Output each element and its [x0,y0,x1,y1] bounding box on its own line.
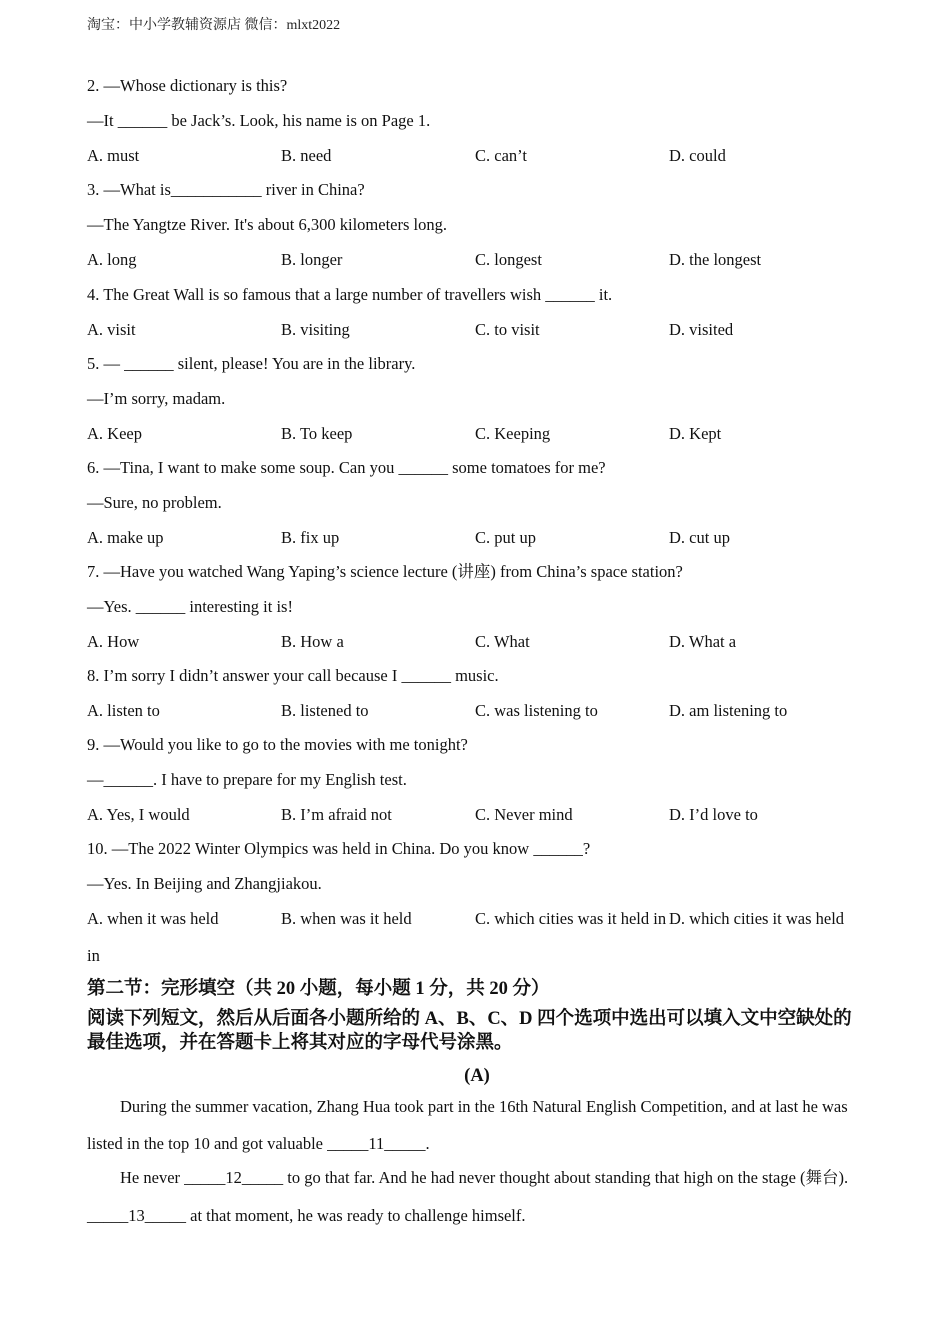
question-9-line-2: —______. I have to prepare for my English test. [87,770,407,789]
passage-line-2 [87,1134,430,1154]
passage-line-1: During the summer vacation, Zhang Hua took part in the 16th Natural English Competition, and at last he was [120,1097,848,1116]
question-5-line-2: —I’m sorry, madam. [87,389,226,408]
option-b: B. longer [281,250,343,269]
option-a: A. How [87,632,140,651]
page-header: 淘宝：中小学教辅资源店 微信：mlxt2022 [87,18,341,33]
blank-11: _____11_____ [327,1134,426,1153]
passage-text: He never [120,1168,185,1187]
option-b: B. I’m afraid not [281,805,392,824]
question-10-line-2: —Yes. In Beijing and Zhangjiakou. [87,874,322,893]
option-a: A. make up [87,528,164,547]
option-c: C. can’t [475,146,527,165]
option-a: A. when it was held [87,909,219,928]
option-c: C. Never mind [475,805,573,824]
question-6-line-1: 6. —Tina, I want to make some soup. Can you ______ some tomatoes for me? [87,458,606,477]
option-b: B. listened to [281,701,369,720]
option-d: D. Kept [669,424,722,443]
option-c: C. was listening to [475,701,598,720]
option-a: A. Keep [87,424,142,443]
passage-text: listed in the top 10 and got valuable [87,1134,328,1153]
option-c: C. to visit [475,320,540,339]
question-6-line-2: —Sure, no problem. [87,493,222,512]
question-3-line-1: 3. —What is___________ river in China? [87,180,365,199]
passage-line-4 [87,1206,526,1226]
option-a: A. Yes, I would [87,805,190,824]
option-b: B. when was it held [281,909,412,928]
question-7-line-1: 7. —Have you watched Wang Yaping’s science lecture (讲座) from China’s space station? [87,562,683,581]
option-a: A. listen to [87,701,160,720]
section-2-instruction: 阅读下列短文，然后从后面各小题所给的 A、B、C、D 四个选项中选出可以填入文中空缺处的最佳选项，并在答题卡上将其对应的字母代号涂黑。 [87,1009,852,1053]
option-d: D. the longest [669,250,762,269]
option-c: C. which cities was it held in [475,909,667,928]
question-3-line-2: —The Yangtze River. It's about 6,300 kilometers long. [87,215,447,234]
question-8-line-1: 8. I’m sorry I didn’t answer your call because I ______ music. [87,666,499,685]
question-5-line-1: 5. — ______ silent, please! You are in the library. [87,354,416,373]
passage-label: (A) [464,1066,490,1086]
question-2-line-2: —It ______ be Jack’s. Look, his name is on Page 1. [87,111,431,130]
question-2-line-1: 2. —Whose dictionary is this? [87,76,288,95]
question-7-line-2: —Yes. ______ interesting it is! [87,597,293,616]
blank-12: _____12_____ [184,1168,284,1187]
option-c: C. What [475,632,530,651]
question-4-line-1: 4. The Great Wall is so famous that a large number of travellers wish ______ it. [87,285,613,304]
option-b: B. To keep [281,424,353,443]
passage-text: at that moment, he was ready to challenge himself. [186,1206,526,1225]
option-d: D. visited [669,320,734,339]
option-d: D. am listening to [669,701,788,720]
option-d: D. What a [669,632,737,651]
passage-text: to go that far. And he had never thought about standing that high on the stage (舞台). [283,1168,849,1187]
passage-text-end: . [425,1134,430,1153]
option-d: D. cut up [669,528,730,547]
option-b: B. need [281,146,332,165]
option-b: B. visiting [281,320,350,339]
option-d: D. could [669,146,726,165]
option-a: A. must [87,146,140,165]
section-2-title: 第二节：完形填空（共 20 小题，每小题 1 分，共 20 分） [87,979,550,999]
question-10-line-1: 10. —The 2022 Winter Olympics was held in China. Do you know ______? [87,839,591,858]
option-a: A. long [87,250,137,269]
option-b: B. How a [281,632,344,651]
option-b: B. fix up [281,528,340,547]
option-d: D. which cities it was held [669,909,845,928]
option-c: C. put up [475,528,536,547]
passage-line-3 [87,1168,848,1188]
option-a: A. visit [87,320,136,339]
blank-13: _____13_____ [87,1206,186,1225]
option-c: C. Keeping [475,424,551,443]
option-c: C. longest [475,250,542,269]
option-d: D. I’d love to [669,805,758,824]
question-9-line-1: 9. —Would you like to go to the movies with me tonight? [87,735,468,754]
question-10-option-c-wrap: in [87,946,100,965]
